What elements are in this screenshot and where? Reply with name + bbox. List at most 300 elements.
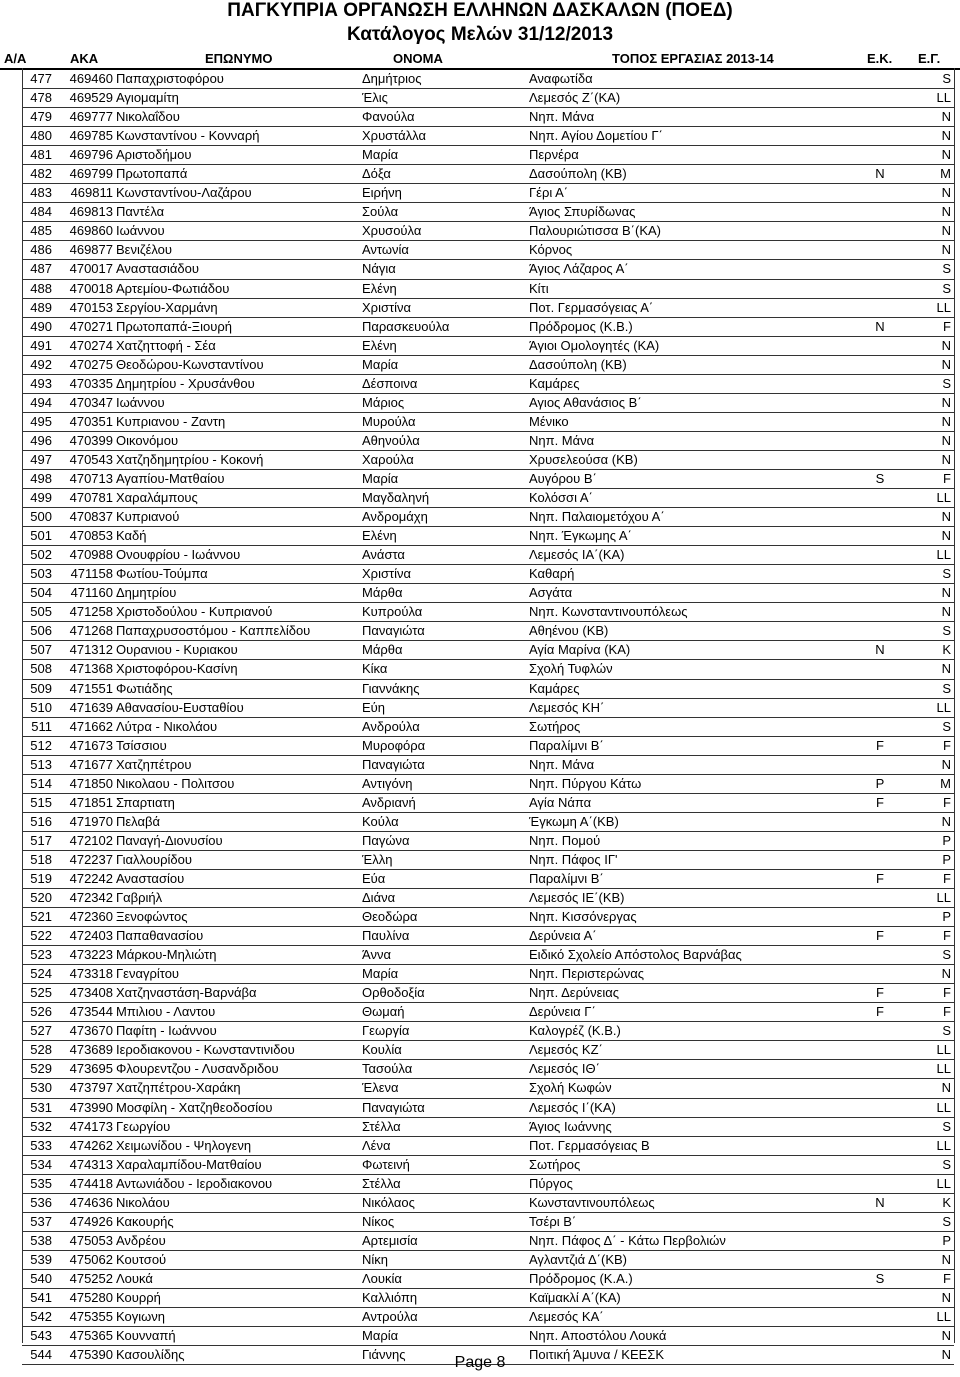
name-cell: Άννα — [362, 947, 391, 963]
name-cell: Γεωργία — [362, 1023, 410, 1039]
ek-cell — [867, 203, 893, 221]
row-number: 477 — [30, 71, 52, 86]
ek-cell — [867, 546, 893, 564]
row-number: 490 — [30, 318, 52, 334]
workplace-cell: Άγιος Σπυρίδωνας — [529, 204, 636, 220]
name-cell: Φωτεινή — [362, 1156, 410, 1172]
table-row — [22, 1156, 954, 1175]
row-number: 527 — [30, 1023, 52, 1039]
name-cell: Κίκα — [362, 661, 388, 677]
eg-cell: F — [943, 870, 951, 886]
name-cell: Νικόλαος — [362, 1194, 415, 1210]
eg-cell: S — [942, 280, 951, 296]
eg-cell: N — [941, 966, 951, 982]
table-row — [22, 165, 954, 184]
workplace-cell: Αγία Νάπα — [529, 794, 592, 810]
name-cell: Αρτεμισία — [362, 1232, 418, 1248]
ek-cell — [867, 89, 893, 107]
row-number: 491 — [30, 337, 52, 353]
surname-cell: Δημητρίου - Χρυσάνθου — [116, 375, 255, 391]
eg-cell: N — [941, 356, 951, 372]
table-row — [22, 1137, 954, 1156]
ek-cell — [867, 413, 893, 431]
name-cell: Παναγιώτα — [362, 1099, 425, 1115]
surname-cell: Οικονόμου — [116, 432, 179, 448]
name-cell: Μαρία — [362, 470, 399, 486]
name-cell: Κουλία — [362, 1042, 402, 1058]
aka-code: 473670 — [69, 1023, 113, 1039]
ek-cell — [867, 660, 893, 678]
surname-cell: Χαραλάμπους — [116, 490, 198, 506]
ek-cell — [867, 432, 893, 450]
row-number: 513 — [30, 756, 52, 772]
ek-cell: N — [875, 318, 885, 334]
row-number: 535 — [30, 1175, 52, 1191]
workplace-cell: Τσέρι Β΄ — [529, 1213, 577, 1229]
ek-cell — [867, 1041, 893, 1059]
table-row — [22, 1175, 954, 1194]
table-row — [22, 337, 954, 356]
workplace-cell: Σχολή Κωφών — [529, 1080, 612, 1096]
workplace-cell: Αναφωτίδα — [529, 71, 593, 86]
workplace-cell: Ποτ. Γερμασόγειας Β — [529, 1137, 650, 1153]
workplace-cell: Σωτήρος — [529, 1156, 581, 1172]
workplace-cell: Κολόσσι Α΄ — [529, 490, 593, 506]
eg-cell: N — [941, 661, 951, 677]
ek-cell: F — [876, 1004, 884, 1020]
eg-cell: F — [943, 1004, 951, 1020]
name-cell: Κούλα — [362, 813, 399, 829]
row-number: 542 — [30, 1309, 52, 1325]
name-cell: Δημήτριος — [362, 71, 422, 86]
name-cell: Μαρία — [362, 1328, 399, 1344]
table-row — [22, 222, 954, 241]
workplace-cell: Νηπ. Κισσόνεργας — [529, 909, 637, 925]
table-row — [22, 1194, 954, 1213]
aka-code: 475252 — [69, 1270, 113, 1286]
table-row — [22, 451, 954, 470]
eg-cell: S — [942, 623, 951, 639]
workplace-cell: Κίτι — [529, 280, 549, 296]
aka-code: 471312 — [69, 642, 113, 658]
table-row — [22, 622, 954, 641]
table-row — [22, 889, 954, 908]
name-cell: Παρασκευούλα — [362, 318, 450, 334]
surname-cell: Μπιλιου - Λαντου — [116, 1004, 216, 1020]
name-cell: Ανδρούλα — [362, 718, 420, 734]
workplace-cell: Λεμεσός ΚΖ΄ — [529, 1042, 603, 1058]
surname-cell: Κασουλίδης — [116, 1347, 185, 1363]
name-cell: Ανδριανή — [362, 794, 416, 810]
table-row — [22, 660, 954, 679]
ek-cell — [867, 889, 893, 907]
surname-cell: Αθανασίου-Ευσταθίου — [116, 699, 244, 715]
name-cell: Έλενα — [362, 1080, 399, 1096]
aka-code: 472237 — [69, 851, 113, 867]
surname-cell: Χειμωνίδου - Ψηλογενη — [116, 1137, 252, 1153]
aka-code: 470351 — [69, 413, 113, 429]
surname-cell: Χατζηττοφή - Σέα — [116, 337, 216, 353]
eg-cell: N — [941, 1251, 951, 1267]
ek-cell — [867, 1289, 893, 1307]
ek-cell — [867, 241, 893, 259]
row-number: 478 — [30, 90, 52, 106]
surname-cell: Κουτσού — [116, 1251, 167, 1267]
row-number: 483 — [30, 185, 52, 201]
eg-cell: P — [942, 832, 951, 848]
workplace-cell: Δερύνεια Α΄ — [529, 928, 597, 944]
surname-cell: Γεναγρίτου — [116, 966, 180, 982]
table-row — [22, 984, 954, 1003]
workplace-cell: Κωνσταντινουπόλεως — [529, 1194, 655, 1210]
table-row — [22, 127, 954, 146]
name-cell: Μαρία — [362, 966, 399, 982]
aka-code: 473408 — [69, 985, 113, 1001]
name-cell: Μάρθα — [362, 585, 403, 601]
aka-code: 470988 — [69, 547, 113, 563]
eg-cell: M — [940, 775, 951, 791]
aka-code: 472360 — [69, 909, 113, 925]
aka-code: 469460 — [69, 71, 113, 86]
workplace-cell: Νηπ. Πύργου Κάτω — [529, 775, 642, 791]
row-number: 544 — [30, 1347, 52, 1363]
eg-cell: K — [942, 1194, 951, 1210]
surname-cell: Αρτεμίου-Φωτιάδου — [116, 280, 230, 296]
name-cell: Νίκος — [362, 1213, 395, 1229]
row-number: 500 — [30, 509, 52, 525]
eg-cell: P — [942, 1232, 951, 1248]
ek-cell — [867, 1137, 893, 1155]
ek-cell — [867, 1175, 893, 1193]
row-number: 504 — [30, 585, 52, 601]
name-cell: Στέλλα — [362, 1118, 401, 1134]
ek-cell: F — [876, 928, 884, 944]
eg-cell: S — [942, 71, 951, 86]
ek-cell — [867, 622, 893, 640]
surname-cell: Κυπριανου - Ζαντη — [116, 413, 226, 429]
name-cell: Θεοδώρα — [362, 909, 418, 925]
name-cell: Εύη — [362, 699, 386, 715]
row-number: 521 — [30, 909, 52, 925]
workplace-cell: Άγιος Ιωάννης — [529, 1118, 612, 1134]
table-row — [22, 927, 954, 946]
aka-code: 471158 — [70, 566, 113, 582]
row-number: 503 — [30, 566, 52, 582]
ek-cell — [867, 337, 893, 355]
eg-cell: LL — [936, 1061, 951, 1077]
eg-cell: S — [942, 566, 951, 582]
workplace-cell: Δασούπολη (ΚΒ) — [529, 356, 627, 372]
workplace-cell: Ποτ. Γερμασόγειας Α΄ — [529, 299, 654, 315]
eg-cell: N — [941, 223, 951, 239]
ek-cell — [867, 260, 893, 278]
aka-code: 470271 — [69, 318, 113, 334]
name-cell: Γιαννάκης — [362, 680, 420, 696]
surname-cell: Παπαχρυσοστόμου - Καππελίδου — [116, 623, 311, 639]
row-number: 514 — [30, 775, 52, 791]
table-row — [22, 603, 954, 622]
eg-cell: S — [942, 718, 951, 734]
aka-code: 473544 — [69, 1004, 113, 1020]
name-cell: Παυλίνα — [362, 928, 410, 944]
eg-cell: M — [940, 166, 951, 182]
eg-cell: N — [941, 813, 951, 829]
row-number: 537 — [30, 1213, 52, 1229]
table-row — [22, 108, 954, 127]
row-number: 515 — [30, 794, 52, 810]
surname-cell: Σεργίου-Χαρμάνη — [116, 299, 218, 315]
workplace-cell: Αγλαντζιά Δ΄(ΚΒ) — [529, 1251, 628, 1267]
aka-code: 470399 — [69, 432, 113, 448]
aka-code: 475053 — [69, 1232, 113, 1248]
table-row — [22, 813, 954, 832]
table-row — [22, 318, 954, 337]
workplace-cell: Νηπ. Πάφος Δ΄ - Κάτω Περβολιών — [529, 1232, 726, 1248]
row-number: 499 — [30, 490, 52, 506]
surname-cell: Παπαθανασίου — [116, 928, 204, 944]
workplace-cell: Παλουριώτισσα Β΄(ΚΑ) — [529, 223, 661, 239]
table-row — [22, 832, 954, 851]
surname-cell: Μοσφίλη - Χατζηθεοδοσίου — [116, 1099, 273, 1115]
eg-cell: N — [941, 109, 951, 125]
ek-cell: N — [875, 642, 885, 658]
ek-cell — [867, 718, 893, 736]
aka-code: 475280 — [69, 1290, 113, 1305]
eg-cell: N — [941, 451, 951, 467]
table-row — [22, 1118, 954, 1137]
table-row — [22, 1327, 954, 1346]
eg-cell: S — [942, 680, 951, 696]
surname-cell: Κογιωνη — [116, 1309, 166, 1325]
table-row — [22, 146, 954, 165]
ek-cell — [867, 451, 893, 469]
name-cell: Νίκη — [362, 1251, 389, 1267]
aka-code: 469799 — [69, 166, 113, 182]
workplace-cell: Δερύνεια Γ΄ — [529, 1004, 596, 1020]
name-cell: Διάνα — [362, 890, 396, 906]
name-cell: Ελένη — [362, 337, 397, 353]
row-number: 484 — [30, 204, 52, 220]
row-number: 505 — [30, 604, 52, 620]
table-row — [22, 756, 954, 775]
eg-cell: S — [942, 1023, 951, 1039]
workplace-cell: Λεμεσός ΙΑ΄(ΚΑ) — [529, 547, 625, 563]
table-row — [22, 375, 954, 394]
name-cell: Λένα — [362, 1137, 391, 1153]
table-row — [22, 489, 954, 508]
table-row — [22, 794, 954, 813]
table-row — [22, 908, 954, 927]
aka-code: 470153 — [69, 299, 113, 315]
table-row — [22, 1251, 954, 1270]
eg-cell: N — [941, 1347, 951, 1363]
table-row — [22, 965, 954, 984]
name-cell: Παναγιώτα — [362, 756, 425, 772]
eg-cell: N — [941, 337, 951, 353]
surname-cell: Αναστασιάδου — [116, 261, 199, 277]
name-cell: Νάγια — [362, 261, 396, 277]
name-cell: Δόξα — [362, 166, 391, 182]
workplace-cell: Νηπ. Παλαιομετόχου Α΄ — [529, 509, 665, 525]
eg-cell: F — [943, 794, 951, 810]
eg-cell: N — [941, 1080, 951, 1096]
workplace-cell: Άγιος Λάζαρος Α΄ — [529, 261, 629, 277]
table-row — [22, 394, 954, 413]
eg-cell: S — [942, 1118, 951, 1134]
name-cell: Ορθοδοξία — [362, 985, 425, 1001]
row-number: 494 — [30, 394, 52, 410]
workplace-cell: Νηπ. Πάφος ΙΓ' — [529, 851, 618, 867]
name-cell: Ανάστα — [362, 547, 405, 563]
aka-code: 473797 — [69, 1080, 113, 1096]
surname-cell: Παφίτη - Ιωάννου — [116, 1023, 217, 1039]
ek-cell — [867, 222, 893, 240]
table-row — [22, 203, 954, 222]
surname-cell: Μάρκου-Μηλιώτη — [116, 947, 217, 963]
eg-cell: F — [943, 470, 951, 486]
column-header-aa: Α/Α — [4, 51, 27, 66]
surname-cell: Χριστοφόρου-Κασίνη — [116, 661, 238, 677]
ek-cell: F — [876, 737, 884, 753]
ek-cell — [867, 1060, 893, 1078]
row-number: 541 — [30, 1290, 52, 1305]
name-cell: Μαγδαληνή — [362, 490, 430, 506]
aka-code: 469785 — [69, 128, 113, 144]
workplace-cell: Λεμεσός ΚΑ΄ — [529, 1309, 604, 1325]
surname-cell: Πρωτοπαπά — [116, 166, 188, 182]
workplace-cell: Νηπ. Έγκωμης Α΄ — [529, 528, 632, 544]
name-cell: Θωμαή — [362, 1004, 405, 1020]
row-number: 536 — [30, 1194, 52, 1210]
surname-cell: Παπαχριστοφόρου — [116, 71, 224, 86]
eg-cell: N — [941, 185, 951, 201]
column-header-row — [0, 50, 960, 70]
workplace-cell: Λεμεσός ΙΕ΄(ΚΒ) — [529, 890, 625, 906]
table-row — [22, 89, 954, 108]
aka-code: 472403 — [69, 928, 113, 944]
column-header-workplace: ΤΟΠΟΣ ΕΡΓΑΣΙΑΣ 2013-14 — [612, 51, 774, 66]
aka-code: 471851 — [69, 794, 113, 810]
surname-cell: Θεοδώρου-Κωνσταντίνου — [116, 356, 264, 372]
name-cell: Κυπρούλα — [362, 604, 423, 620]
workplace-cell: Νηπ. Πομού — [529, 832, 601, 848]
aka-code: 475062 — [69, 1251, 113, 1267]
name-cell: Μάρθα — [362, 642, 403, 658]
workplace-cell: Παραλίμνι Β΄ — [529, 737, 604, 753]
name-cell: Χριστίνα — [362, 299, 412, 315]
aka-code: 469813 — [69, 204, 113, 220]
ek-cell: N — [875, 1194, 885, 1210]
aka-code: 470017 — [69, 261, 113, 277]
eg-cell: N — [941, 147, 951, 163]
table-row — [22, 527, 954, 546]
table-row — [22, 851, 954, 870]
surname-cell: Λουκά — [116, 1270, 153, 1286]
workplace-cell: Καμάρες — [529, 375, 580, 391]
name-cell: Αντρούλα — [362, 1309, 418, 1325]
name-cell: Ανδρομάχη — [362, 509, 428, 525]
aka-code: 470781 — [69, 490, 113, 506]
document-subtitle: Κατάλογος Μελών 31/12/2013 — [346, 24, 614, 45]
row-number: 487 — [30, 261, 52, 277]
row-number: 480 — [30, 128, 52, 144]
ek-cell: P — [875, 775, 885, 791]
row-number: 523 — [30, 947, 52, 963]
eg-cell: S — [942, 375, 951, 391]
workplace-cell: Νηπ. Μάνα — [529, 109, 595, 125]
surname-cell: Νικολαου - Πολιτσου — [116, 775, 235, 791]
workplace-cell: Καλογρέζ (Κ.Β.) — [529, 1023, 621, 1039]
column-header-eg: Ε.Γ. — [918, 51, 941, 66]
row-number: 481 — [30, 147, 52, 163]
eg-cell: N — [941, 128, 951, 144]
surname-cell: Βενιζέλου — [116, 242, 173, 258]
ek-cell — [867, 146, 893, 164]
eg-cell: LL — [936, 1137, 951, 1153]
aka-code: 469811 — [70, 185, 113, 201]
surname-cell: Παναγή-Διονυσίου — [116, 832, 223, 848]
table-row — [22, 299, 954, 318]
table-row — [22, 260, 954, 279]
table-row — [22, 1060, 954, 1079]
workplace-cell: Παραλίμνι Β΄ — [529, 870, 604, 886]
row-number: 539 — [30, 1251, 52, 1267]
row-number: 509 — [30, 680, 52, 696]
ek-cell — [867, 356, 893, 374]
row-number: 492 — [30, 356, 52, 372]
table-row — [22, 184, 954, 203]
aka-code: 471970 — [69, 813, 113, 829]
row-number: 533 — [30, 1137, 52, 1153]
surname-cell: Αριστοδήμου — [116, 147, 192, 163]
aka-code: 471639 — [69, 699, 113, 715]
row-number: 525 — [30, 985, 52, 1001]
surname-cell: Κωνσταντίνου-Λαζάρου — [116, 185, 252, 201]
workplace-cell: Πρόδρομος (Κ.Β.) — [529, 318, 633, 334]
row-number: 507 — [30, 642, 52, 658]
name-cell: Ελένη — [362, 280, 397, 296]
ek-cell — [867, 70, 893, 88]
ek-cell — [867, 394, 893, 412]
table-row — [22, 641, 954, 660]
surname-cell: Φωτίου-Τούμπα — [116, 566, 208, 582]
aka-code: 469777 — [69, 109, 113, 125]
row-number: 524 — [30, 966, 52, 982]
row-number: 538 — [30, 1232, 52, 1248]
ek-cell — [867, 1327, 893, 1345]
surname-cell: Γεωργίου — [116, 1118, 171, 1134]
eg-cell: LL — [936, 1099, 951, 1115]
name-cell: Λουκία — [362, 1270, 402, 1286]
surname-cell: Χατζηπέτρου — [116, 756, 192, 772]
eg-cell: N — [941, 394, 951, 410]
table-row — [22, 1232, 954, 1251]
row-number: 543 — [30, 1328, 52, 1344]
workplace-cell: Ειδικό Σχολείο Απόστολος Βαρνάβας — [529, 947, 742, 963]
workplace-cell: Νηπ. Δερύνειας — [529, 985, 620, 1001]
name-cell: Φανούλα — [362, 109, 415, 125]
name-cell: Χρυσούλα — [362, 223, 422, 239]
aka-code: 471268 — [69, 623, 113, 639]
name-cell: Καλλιόπη — [362, 1290, 418, 1305]
name-cell: Παναγιώτα — [362, 623, 425, 639]
aka-code: 470347 — [69, 394, 113, 410]
row-number: 496 — [30, 432, 52, 448]
row-number: 495 — [30, 413, 52, 429]
aka-code: 472102 — [69, 832, 113, 848]
eg-cell: N — [941, 1290, 951, 1305]
eg-cell: N — [941, 242, 951, 258]
